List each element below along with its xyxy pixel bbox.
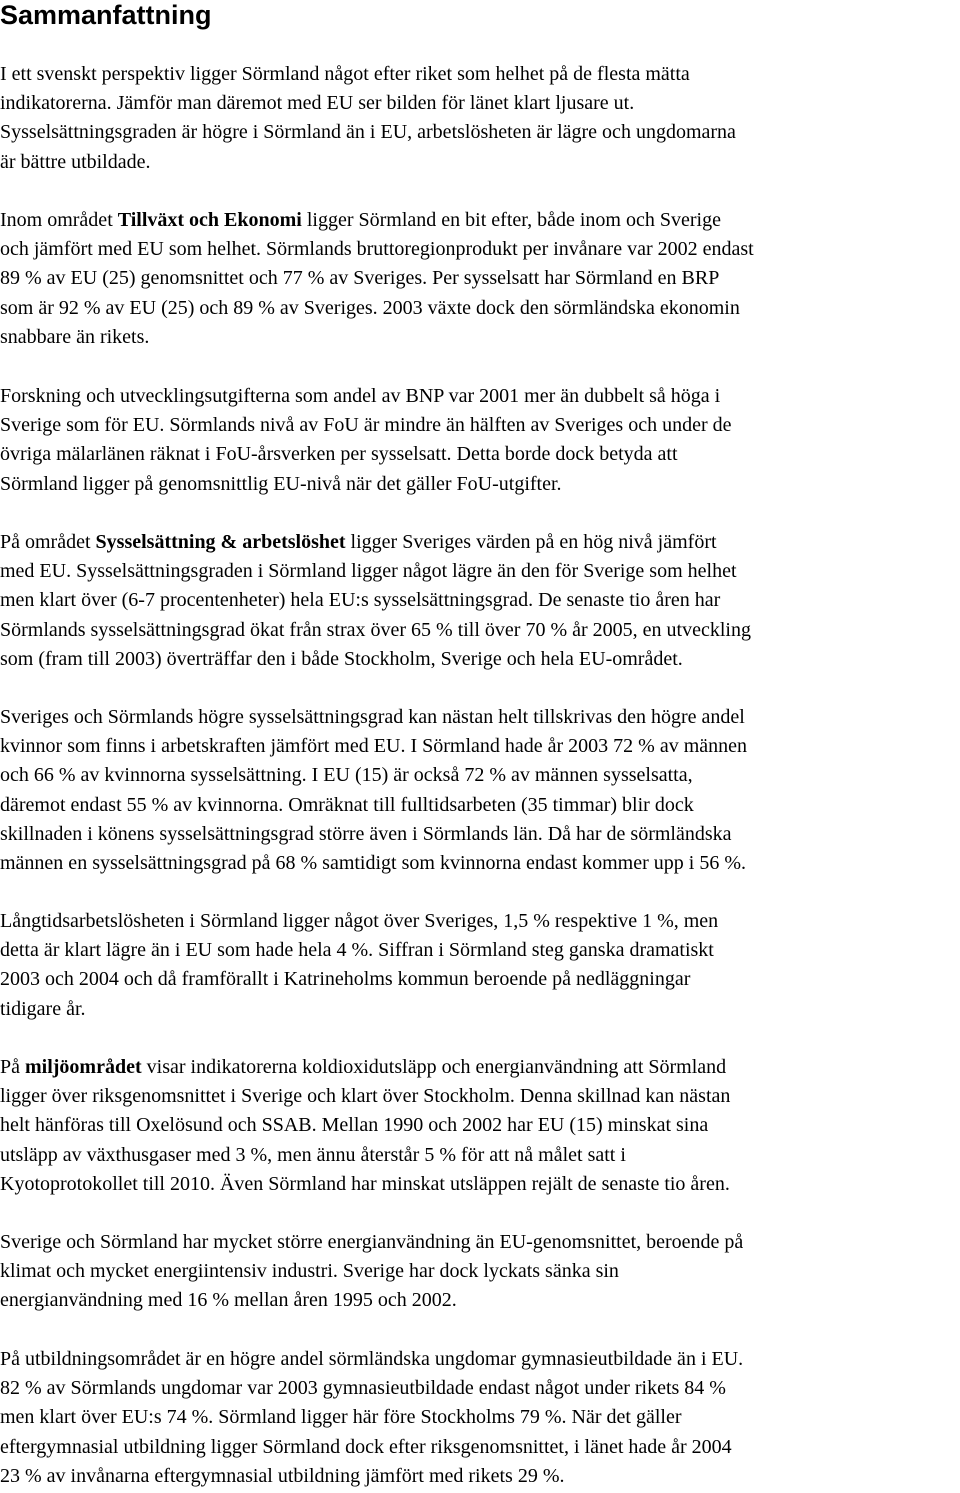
text-line: På utbildningsområdet är en högre andel sörmländska ungdomar gymnasieutbildade än i EU. bbox=[0, 1348, 744, 1370]
text-line: 89 % av EU (25) genomsnittet och 77 % av Sveriges. Per sysselsatt har Sörmland en BRP bbox=[0, 267, 720, 290]
paragraph-unemployment bbox=[0, 907, 960, 1024]
paragraph-gender bbox=[0, 703, 960, 878]
paragraph-energy bbox=[0, 1228, 960, 1316]
text-line: 2003 och 2004 och då framförallt i Katrineholms kommun beroende på nedläggningar bbox=[0, 968, 691, 991]
bold-term: Tillväxt och Ekonomi bbox=[117, 209, 302, 231]
text-line: tidigare år. bbox=[0, 997, 86, 1020]
text-line: energianvändning med 16 % mellan åren 1995 och 2002. bbox=[0, 1289, 457, 1312]
text-line: helt hänföras till Oxelösund och SSAB. Mellan 1990 och 2002 har EU (15) minskat sina bbox=[0, 1114, 709, 1137]
text-line: men klart över EU:s 74 %. Sörmland ligger här före Stockholms 79 %. När det gäller bbox=[0, 1406, 682, 1429]
text-line: männen en sysselsättningsgrad på 68 % samtidigt som kvinnorna endast kommer upp i 56 %. bbox=[0, 852, 746, 875]
text-line: med EU. Sysselsättningsgraden i Sörmland ligger något lägre än den för Sverige som helhet bbox=[0, 560, 737, 583]
text-line: ligger över riksgenomsnittet i Sverige och klart över Stockholm. Denna skillnad kan nästan bbox=[0, 1085, 731, 1108]
text-line: Sverige som för EU. Sörmlands nivå av FoU är mindre än hälften av Sveriges och under de bbox=[0, 414, 732, 437]
text-line: Sörmlands sysselsättningsgrad ökat från strax över 65 % till över 70 % år 2005, en utveckling bbox=[0, 618, 751, 641]
text-line: indikatorerna. Jämför man däremot med EU ser bilden för länet klart ljusare ut. bbox=[0, 92, 635, 115]
text-line: och 66 % av kvinnorna sysselsättning. I EU (15) är också 72 % av männen sysselsatta, bbox=[0, 764, 693, 787]
paragraph-research bbox=[0, 382, 960, 499]
text-line: som (fram till 2003) överträffar den i både Stockholm, Sverige och hela EU-området. bbox=[0, 647, 683, 670]
text-line: På miljöområdet visar indikatorerna koldioxidutsläpp och energianvändning att Sörmland bbox=[0, 1056, 727, 1078]
text-line: Inom området Tillväxt och Ekonomi ligger Sörmland en bit efter, både inom och Sverige bbox=[0, 209, 721, 231]
text-line: däremot endast 55 % av kvinnorna. Omräknat till fulltidsarbeten (35 timmar) blir dock bbox=[0, 793, 694, 816]
text-line: som är 92 % av EU (25) och 89 % av Sveriges. 2003 växte dock den sörmländska ekonomin bbox=[0, 296, 740, 319]
text-line: snabbare än rikets. bbox=[0, 325, 150, 348]
text-line: detta är klart lägre än i EU som hade hela 4 %. Siffran i Sörmland steg ganska dramatiskt bbox=[0, 939, 714, 962]
bold-term: miljöområdet bbox=[25, 1056, 142, 1078]
text-line: Kyotoprotokollet till 2010. Även Sörmland har minskat utsläppen rejält de senaste tio åren. bbox=[0, 1172, 730, 1195]
paragraph-employment bbox=[0, 528, 960, 674]
text-line: är bättre utbildade. bbox=[0, 150, 151, 173]
text-line: 82 % av Sörmlands ungdomar var 2003 gymnasieutbildade endast något under rikets 84 % bbox=[0, 1377, 726, 1400]
text-line: övriga mälarlänen räknat i FoU-årsverken per sysselsatt. Detta borde dock betyda att bbox=[0, 443, 678, 466]
text-line: eftergymnasial utbildning ligger Sörmland dock efter riksgenomsnittet, i länet hade år 2004 bbox=[0, 1435, 732, 1458]
text-line: Långtidsarbetslösheten i Sörmland ligger något över Sveriges, 1,5 % respektive 1 %, men bbox=[0, 910, 719, 932]
text-line: skillnaden i könens sysselsättningsgrad större även i Sörmlands län. Då har de sörmländska bbox=[0, 822, 732, 845]
bold-term: Sysselsättning & arbetslöshet bbox=[95, 531, 346, 553]
text-line: Sörmland ligger på genomsnittlig EU-nivå när det gäller FoU-utgifter. bbox=[0, 472, 562, 495]
text-line: och jämfört med EU som helhet. Sörmlands bruttoregionprodukt per invånare var 2002 endast bbox=[0, 238, 754, 261]
text-line: I ett svenskt perspektiv ligger Sörmland något efter riket som helhet på de flesta mätta bbox=[0, 63, 690, 85]
text-line: men klart över (6-7 procentenheter) hela EU:s sysselsättningsgrad. De senaste tio åren har bbox=[0, 589, 721, 612]
text-line: utsläpp av växthusgaser med 3 %, men ännu återstår 5 % för att nå målet satt i bbox=[0, 1143, 626, 1166]
paragraph-economy bbox=[0, 206, 960, 352]
paragraph-intro bbox=[0, 60, 960, 177]
text-line: kvinnor som finns i arbetskraften jämfört med EU. I Sörmland hade år 2003 72 % av männen bbox=[0, 735, 748, 758]
text-line: Forskning och utvecklingsutgifterna som andel av BNP var 2001 mer än dubbelt så höga i bbox=[0, 385, 721, 407]
paragraph-education bbox=[0, 1345, 960, 1491]
text-line: På området Sysselsättning & arbetslöshet ligger Sveriges värden på en hög nivå jämfört bbox=[0, 531, 717, 553]
text-line: Sysselsättningsgraden är högre i Sörmland än i EU, arbetslösheten är lägre och ungdomarna bbox=[0, 121, 736, 144]
text-line: 23 % av invånarna eftergymnasial utbildning jämfört med rikets 29 %. bbox=[0, 1464, 565, 1487]
text-line: klimat och mycket energiintensiv industri. Sverige har dock lyckats sänka sin bbox=[0, 1260, 619, 1283]
page-title: Sammanfattning bbox=[0, 0, 212, 30]
paragraph-environment bbox=[0, 1053, 960, 1199]
text-line: Sveriges och Sörmlands högre sysselsättningsgrad kan nästan helt tillskrivas den högre andel bbox=[0, 706, 745, 728]
text-line: Sverige och Sörmland har mycket större energianvändning än EU-genomsnittet, beroende på bbox=[0, 1231, 744, 1253]
